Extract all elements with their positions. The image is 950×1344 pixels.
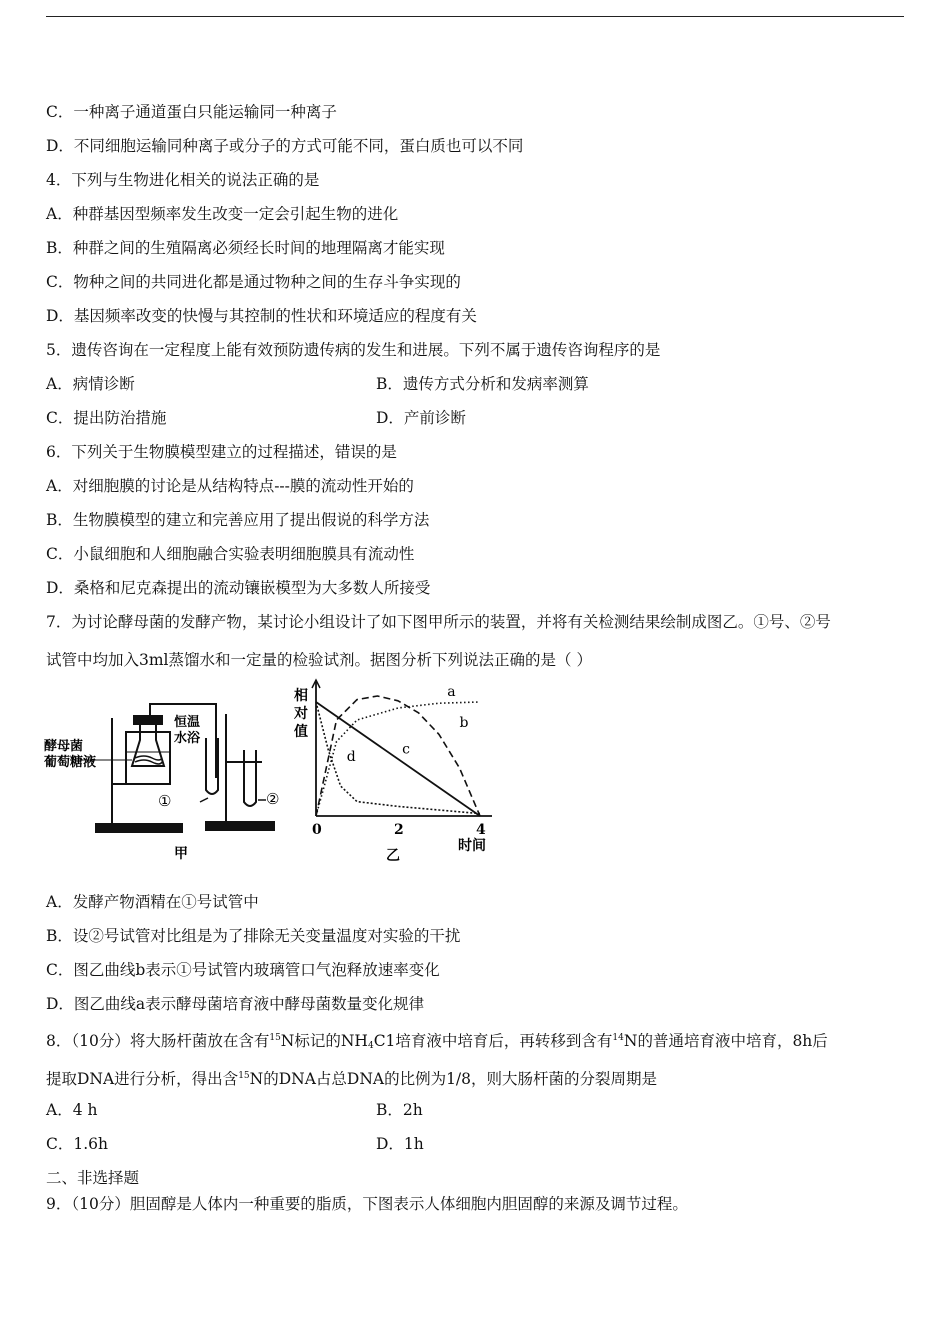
q3-option-c: C．一种离子通道蛋白只能运输同一种离子 (46, 103, 337, 121)
x-label: 时间 (458, 838, 486, 854)
y-label-3: 值 (294, 724, 308, 740)
y-label-2: 对 (294, 706, 308, 722)
chart-yi (312, 680, 492, 838)
stand-base-left (96, 824, 182, 832)
q5-stem: 5．遗传咨询在一定程度上能有效预防遗传病的发生和进展。下列不属于遗传咨询程序的是 (46, 341, 661, 359)
q3-option-d: D．不同细胞运输同种离子或分子的方式可能不同，蛋白质也可以不同 (46, 137, 524, 155)
x-tick-label: 2 (394, 822, 404, 838)
label-yeast-1: 酵母菌 (44, 739, 84, 754)
water-bath (126, 732, 170, 784)
q4-option-b: B．种群之间的生殖隔离必须经长时间的地理隔离才能实现 (46, 239, 445, 257)
series-b-label: b (459, 715, 469, 732)
q8-option-d: D．1h (376, 1135, 424, 1153)
q7-stem-line2: 试管中均加入3ml蒸馏水和一定量的检验试剂。据图分析下列说法正确的是（ ） (46, 651, 592, 669)
q5-option-d: D．产前诊断 (376, 409, 466, 427)
q6-option-b: B．生物膜模型的建立和完善应用了提出假说的科学方法 (46, 511, 430, 529)
series-a-label: a (447, 684, 456, 700)
q6-option-c: C．小鼠细胞和人细胞融合实验表明细胞膜具有流动性 (46, 545, 415, 563)
q5-option-c: C．提出防治措施 (46, 409, 167, 427)
q4-option-c: C．物种之间的共同进化都是通过物种之间的生存斗争实现的 (46, 273, 461, 291)
q6-stem: 6．下列关于生物膜模型建立的过程描述，错误的是 (46, 443, 397, 461)
label-tube-2: ② (266, 790, 280, 808)
q7-option-b: B．设②号试管对比组是为了排除无关变量温度对实验的干扰 (46, 927, 461, 945)
caption-jia: 甲 (174, 846, 188, 862)
series-c-label: c (402, 741, 410, 758)
q8-option-a: A．4 h (46, 1101, 98, 1119)
q8-option-c: C．1.6h (46, 1135, 108, 1153)
label-bath-1: 恒温 (174, 715, 201, 730)
q5-option-b: B．遗传方式分析和发病率测算 (376, 375, 589, 393)
label-yeast-2: 葡萄糖液 (44, 755, 97, 770)
q7-option-d: D．图乙曲线a表示酵母菌培育液中酵母菌数量变化规律 (46, 995, 425, 1013)
series-d-label: d (346, 748, 356, 765)
section-heading: 二、非选择题 (46, 1169, 140, 1187)
y-label-1: 相 (294, 688, 308, 704)
caption-yi: 乙 (386, 848, 400, 864)
label-tube-1: ① (158, 792, 172, 810)
q4-stem: 4．下列与生物进化相关的说法正确的是 (46, 171, 320, 189)
q7-option-c: C．图乙曲线b表示①号试管内玻璃管口气泡释放速率变化 (46, 961, 440, 979)
header-rule (46, 16, 904, 17)
q6-option-d: D．桑格和尼克森提出的流动镶嵌模型为大多数人所接受 (46, 579, 431, 597)
q4-option-d: D．基因频率改变的快慢与其控制的性状和环境适应的程度有关 (46, 307, 477, 325)
test-tube-2 (244, 750, 256, 806)
q4-option-a: A．种群基因型频率发生改变一定会引起生物的进化 (46, 205, 399, 223)
series-c-line (316, 702, 480, 816)
q5-option-a: A．病情诊断 (46, 375, 135, 393)
q7-option-a: A．发酵产物酒精在①号试管中 (46, 893, 259, 911)
q7-stem-line1: 7．为讨论酵母菌的发酵产物，某讨论小组设计了如下图甲所示的装置，并将有关检测结果绘制成图乙。①号、②号 (46, 613, 831, 631)
q7-figures (40, 678, 500, 868)
x-tick-label: 0 (312, 822, 322, 838)
q8-stem-line2: 提取DNA进行分析，得出含$^{15}$N的DNA占总DNA的比例为1/8，则大肠杆菌的分裂周期是 (46, 1070, 658, 1088)
stand-base-right (206, 822, 274, 830)
x-tick-label: 4 (476, 822, 486, 838)
q8-stem-line1: 8．（10分）将大肠杆菌放在含有$^{15}$N标记的$NH_4C1$培育液中培育后，再转移到含有$^{14}$N的普通培育液中培育，8h后 (46, 1032, 828, 1051)
q8-option-b: B．2h (376, 1101, 423, 1119)
apparatus-jia (70, 704, 274, 832)
q7-figure-svg (40, 678, 500, 868)
label-bath-2: 水浴 (174, 731, 201, 746)
q6-option-a: A．对细胞膜的讨论是从结构特点---膜的流动性开始的 (46, 477, 414, 495)
q9-stem: 9．（10分）胆固醇是人体内一种重要的脂质，下图表示人体细胞内胆固醇的来源及调节过程。 (46, 1195, 688, 1213)
